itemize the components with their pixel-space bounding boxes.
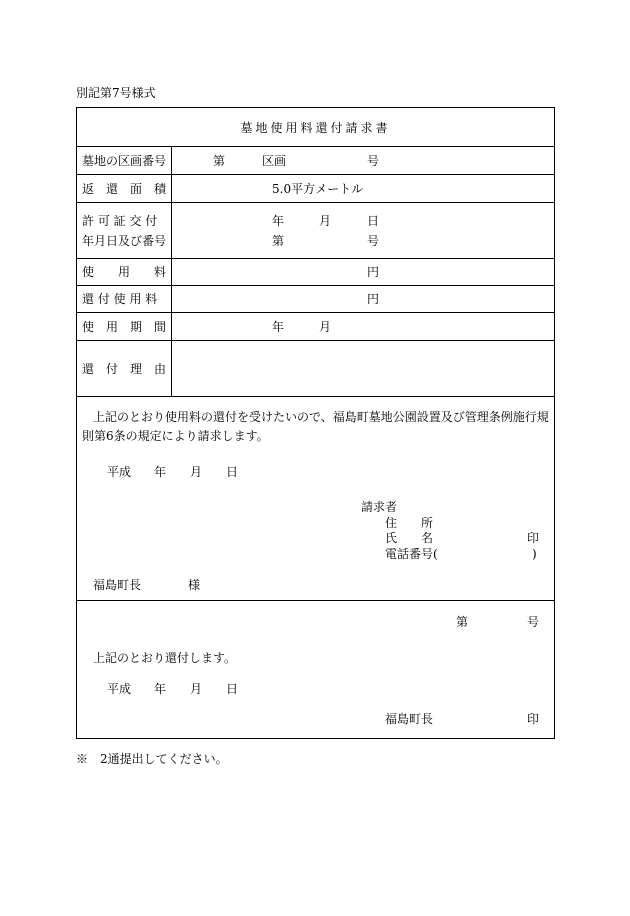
permit-go: 号 [367, 234, 380, 248]
reply-seal: 印 [527, 712, 540, 726]
reply-mayor: 福島町長 [385, 712, 434, 726]
reply-year: 年 [154, 682, 167, 696]
refund-fee-label: 還 付 使 用 料 [82, 292, 158, 306]
period-label: 使 用 期 間 [82, 320, 167, 334]
requester-label: 請求者 [361, 500, 398, 514]
period-year: 年 [272, 320, 285, 334]
divider [76, 600, 555, 601]
divider [76, 285, 555, 286]
request-year: 年 [154, 465, 167, 479]
period-month: 月 [319, 320, 332, 334]
fee-unit: 円 [367, 265, 380, 279]
reply-text: 上記のとおり還付します。 [93, 651, 237, 665]
column-divider [171, 146, 172, 396]
phone-label: 電話番号( [385, 547, 438, 561]
divider [76, 258, 555, 259]
divider [76, 340, 555, 341]
recipient: 福島町長 [93, 578, 142, 592]
form-number: 別記第7号様式 [76, 86, 156, 100]
permit-day: 日 [367, 214, 380, 228]
request-text-line2: 則第6条の規定により請求します。 [82, 429, 269, 443]
address-label: 住 所 [385, 516, 434, 530]
reason-label: 還 付 理 由 [82, 362, 167, 376]
reply-dai: 第 [456, 615, 469, 629]
request-month: 月 [190, 465, 203, 479]
reply-month: 月 [190, 682, 203, 696]
area-label: 返 還 面 積 [82, 182, 167, 196]
plot-dai: 第 [213, 154, 226, 168]
permit-label-line2: 年月日及び番号 [82, 234, 167, 248]
fee-label: 使 用 料 [82, 265, 167, 279]
name-label: 氏 名 [385, 531, 434, 545]
request-text-line1: 上記のとおり使用料の還付を受けたいので、福島町墓地公園設置及び管理条例施行規 [93, 410, 549, 424]
requester-seal: 印 [527, 531, 540, 545]
permit-year: 年 [272, 214, 285, 228]
plot-kukaku: 区画 [262, 154, 287, 168]
footnote: ※ 2通提出してください。 [76, 752, 228, 766]
divider [76, 174, 555, 175]
reply-go: 号 [527, 615, 540, 629]
permit-month: 月 [319, 214, 332, 228]
reply-day: 日 [226, 682, 239, 696]
refund-fee-unit: 円 [367, 292, 380, 306]
form-title: 墓地使用料還付請求書 [240, 121, 391, 135]
divider [76, 146, 555, 147]
phone-close: ) [532, 547, 537, 561]
divider [76, 202, 555, 203]
area-value: 5.0平方メートル [272, 182, 364, 196]
reply-era: 平成 [107, 682, 132, 696]
divider [76, 396, 555, 397]
plot-go: 号 [367, 154, 380, 168]
plot-number-label: 墓地の区画番号 [82, 154, 167, 168]
request-day: 日 [226, 465, 239, 479]
divider [76, 312, 555, 313]
recipient-sama: 様 [188, 578, 201, 592]
permit-label-line1: 許 可 証 交 付 [82, 214, 158, 228]
permit-dai: 第 [272, 234, 285, 248]
request-era: 平成 [107, 465, 132, 479]
